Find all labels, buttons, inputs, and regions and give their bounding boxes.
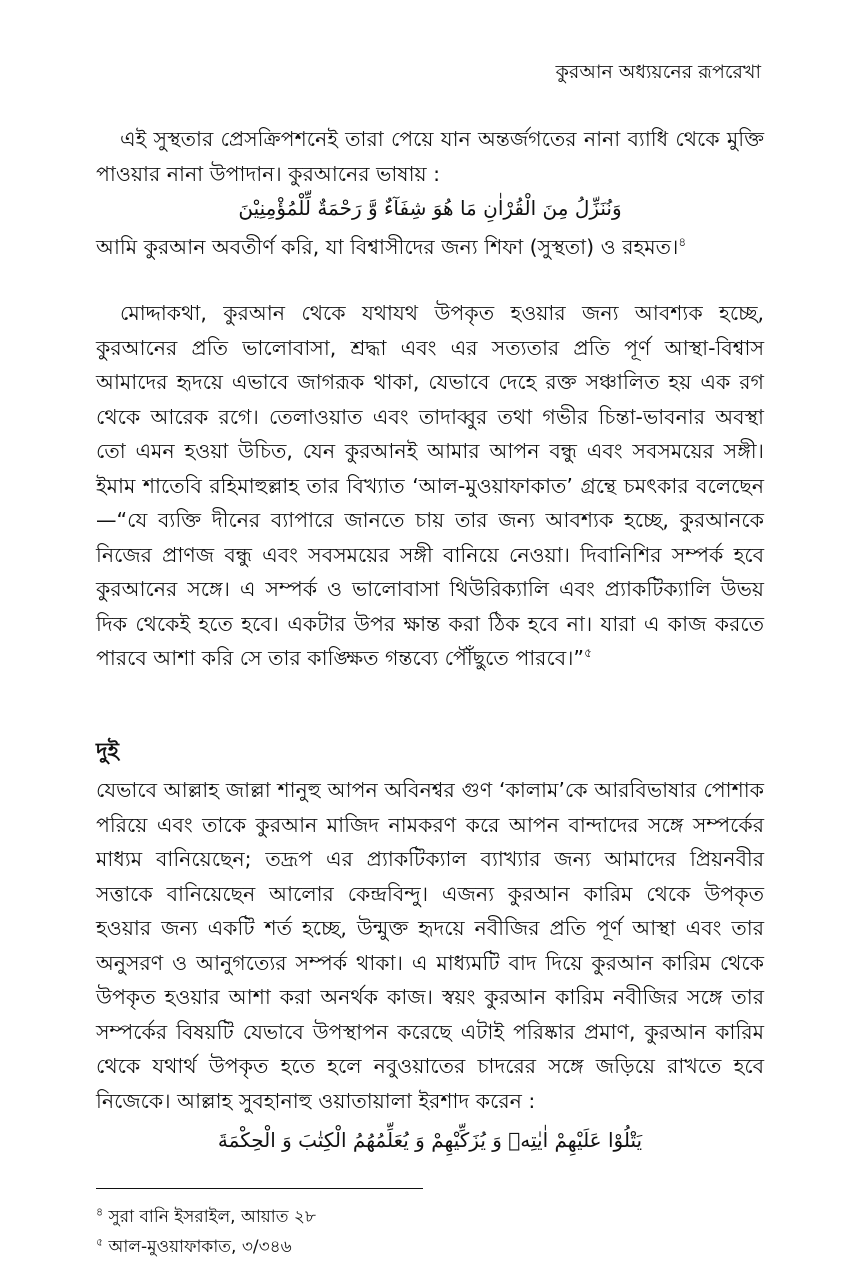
footnote-text: আল-মুওয়াফাকাত, ৩/৩৪৬ (108, 1237, 292, 1257)
paragraph-2-text: আমি কুরআন অবতীর্ণ করি, যা বিশ্বাসীদের জন্য শিফা (সুস্থতা) ও রহমত। (96, 235, 679, 259)
footnote-ref-5[interactable]: ৫ (584, 646, 592, 661)
footnote-ref-4[interactable]: ৪ (678, 235, 687, 250)
footnote-5 (96, 1234, 292, 1262)
paragraph-4-text: যেভাবে আল্লাহ জাল্লা শানুহু আপন অবিনশ্বর গুণ ‘কালাম’কে আরবিভাষার পোশাক পরিয়ে এবং তাকে কুরআন মাজিদ নামকরণ করে আপন বান্দাদের সঙ্গে সম্পর্কের মাধ্যম বানিয়েছেন; তদ্রূপ এর প্র্যাকটিক্যাল ব্যাখ্যার জন্য আমাদের প্রিয়নবীর সত্তাকে বানিয়েছেন আলোর কেন্দ্রবিন্দু। এজন্য কুরআন কারিম থেকে উপকৃত হওয়ার জন্য একটি শর্ত হচ্ছে, উন্মুক্ত হৃদয়ে নবীজির প্রতি পূর্ণ আস্থা এবং তার অনুসরণ ও আনুগত্যের সম্পর্ক থাকা। এ মাধ্যমটি বাদ দিয়ে কুরআন কারিম থেকে উপকৃত হওয়ার আশা করা অনর্থক কাজ। স্বয়ং কুরআন কারিম নবীজির সঙ্গে তার সম্পর্কের বিষয়টি যেভাবে উপস্থাপন করেছে এটাই পরিষ্কার প্রমাণ, কুরআন কারিম থেকে যথার্থ উপকৃত হতে হলে নবুওয়াতের চাদরের সঙ্গে জড়িয়ে রাখতে হবে নিজেকে। আল্লাহ সুবহানাহু ওয়াতায়ালা ইরশাদ করেন : (96, 778, 764, 1113)
paragraph-3-text: মোদ্দাকথা, কুরআন থেকে যথাযথ উপকৃত হওয়ার জন্য আবশ্যক হচ্ছে, কুরআনের প্রতি ভালোবাসা, শ্রদ্ধা এবং এর সত্যতার প্রতি পূর্ণ আস্থা-বিশ্বাস আমাদের হৃদয়ে এভাবে জাগরূক থাকা, যেভাবে দেহে রক্ত সঞ্চালিত হয় এক রগ থেকে আরেক রগে। তেলাওয়াত এবং তাদাব্বুর তথা গভীর চিন্তা-ভাবনার অবস্থা তো এমন হওয়া উচিত, যেন কুরআনই আমার আপন বন্ধু এবং সবসময়ের সঙ্গী। ইমাম শাতেবি রহিমাহুল্লাহ তার বিখ্যাত ‘আল-মুওয়াফাকাত’ গ্রন্থে চমৎকার বলেছেন—“যে ব্যক্তি দীনের ব্যাপারে জানতে চায় তার জন্য আবশ্যক হচ্ছে, কুরআনকে নিজের প্রাণজ বন্ধু এবং সবসময়ের সঙ্গী বানিয়ে নেওয়া। দিবানিশির সম্পর্ক হবে কুরআনের সঙ্গে। এ সম্পর্ক ও ভালোবাসা থিউরিক্যালি এবং প্র্যাকটিক্যালি উভয় দিক থেকেই হতে হবে। একটার উপর ক্ষান্ত করা ঠিক হবে না। যারা এ কাজ করতে পারবে আশা করি সে তার কাঙ্ক্ষিত গন্তব্যে পৌঁছুতে পারবে।” (96, 301, 764, 670)
arabic-verse-1: وَنُنَزِّلُ مِنَ الْقُرْاٰنِ مَا هُوَ شِفَآءٌ وَّ رَحْمَةٌ لِّلْمُؤْمِنِيْنَ (238, 196, 622, 220)
paragraph-2 (96, 230, 764, 265)
footnote-divider (96, 1188, 423, 1189)
paragraph-4 (96, 773, 764, 1118)
running-header: কুরআন অধ্যয়নের রূপরেখা (555, 61, 761, 83)
footnote-mark: ৪ (96, 1205, 104, 1219)
paragraph-3 (96, 296, 764, 676)
section-heading: দুই (96, 739, 120, 764)
footnote-mark: ৫ (96, 1235, 104, 1249)
paragraph-1-text: এই সুস্থতার প্রেসক্রিপশনেই তারা পেয়ে যান অন্তর্জগতের নানা ব্যাধি থেকে মুক্তি পাওয়ার নানা উপাদান। কুরআনের ভাষায় : (96, 127, 764, 186)
arabic-verse-2: يَتْلُوْا عَلَيْهِمْ اٰيٰتِهٖ وَ يُزَكِّيْهِمْ وَ يُعَلِّمُهُمُ الْكِتٰبَ وَ الْحِكْمَةَ (217, 1128, 643, 1152)
footnote-text: সুরা বানি ইসরাইল, আয়াত ২৮ (108, 1207, 316, 1227)
footnote-4 (96, 1204, 316, 1232)
paragraph-1 (96, 122, 764, 191)
